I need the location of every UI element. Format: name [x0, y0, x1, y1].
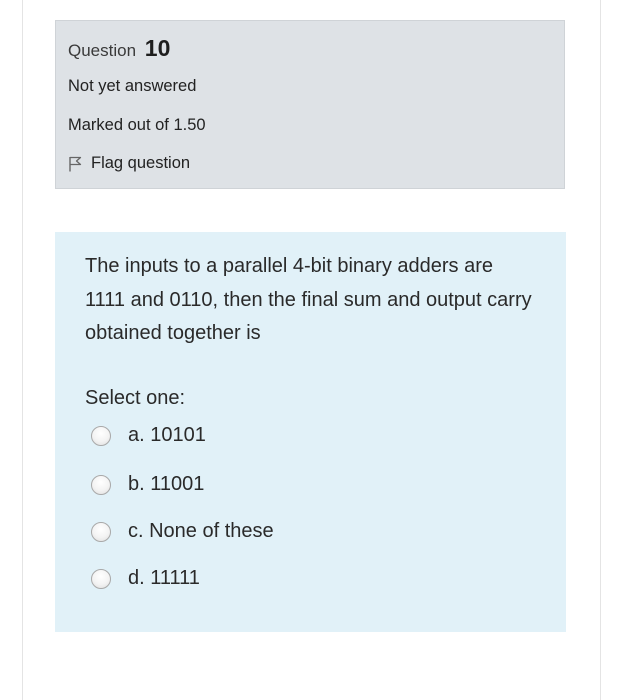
radio-button[interactable]	[91, 475, 111, 495]
answer-option-b[interactable]	[91, 473, 204, 496]
question-content-panel	[55, 232, 566, 632]
radio-button[interactable]	[91, 522, 111, 542]
answer-option-label: c. None of these	[128, 520, 274, 542]
question-state: Not yet answered	[68, 77, 197, 95]
flag-question-label: Flag question	[91, 154, 191, 172]
answer-option-a[interactable]	[91, 424, 206, 447]
question-heading	[68, 35, 170, 62]
select-one-prompt: Select one:	[85, 387, 186, 409]
answer-option-c[interactable]	[91, 520, 274, 543]
question-grade: Marked out of 1.50	[68, 116, 206, 134]
answer-option-label: b. 11001	[128, 473, 205, 495]
question-info-panel	[55, 20, 565, 189]
question-prefix: Question	[68, 41, 137, 60]
flag-question-link[interactable]	[68, 154, 190, 173]
answer-option-label: a. 10101	[128, 424, 206, 446]
flag-icon	[68, 156, 82, 172]
answer-option-label: d. 11111	[128, 567, 200, 589]
question-number: 10	[144, 35, 171, 61]
question-text: The inputs to a parallel 4-bit binary adders are 1111 and 0110, then the final sum and output carry obtained together is	[85, 255, 532, 344]
answer-option-d[interactable]	[91, 567, 200, 590]
radio-button[interactable]	[91, 426, 111, 446]
radio-button[interactable]	[91, 569, 111, 589]
